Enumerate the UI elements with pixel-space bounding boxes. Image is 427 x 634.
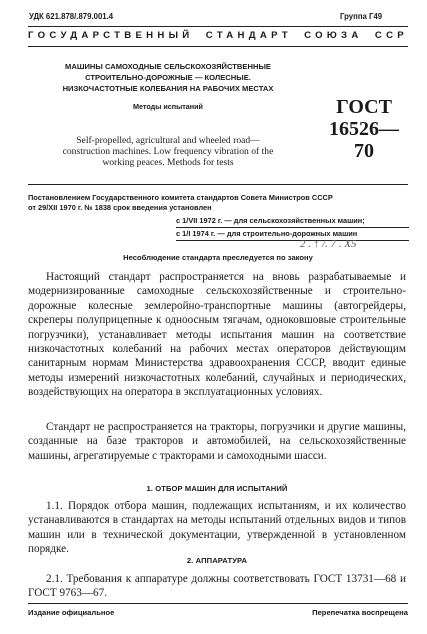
paragraph-scope: Настоящий стандарт распространяется на вновь разрабатываемые и модернизированные самоходные сельскохозяйственные и строительно-дорожные колесные землеройно-транспортные машины (автогрейдеры, скреперы полуприцепные к одноосным тягачам, одноковшовые строительные погрузчики), устанавливает методы испытания машин на соответствие низкочастотных колебаний на рабочих местах операторов действующим санитарным нормам Министерства здравоохранения СССР, вводит единые методы измерений низкочастотных колебаний, случайных и периодических, воздействующих на оператора в эксплуатационных условиях.	[28, 271, 406, 399]
title-ru-line3: НИЗКОЧАСТОТНЫЕ КОЛЕБАНИЯ НА РАБОЧИХ МЕСТАХ	[62, 84, 274, 93]
title-block	[28, 61, 308, 112]
intro-paragraph	[28, 270, 406, 400]
title-en-block	[28, 135, 308, 168]
decree-line1: Постановлением Государственного комитета стандартов Совета Министров СССР	[28, 193, 333, 202]
title-en-line2: construction machines. Low frequency vibration of the	[62, 146, 274, 157]
title-ru-line1: МАШИНЫ САМОХОДНЫЕ СЕЛЬСКОХОЗЯЙСТВЕННЫЕ	[65, 62, 271, 71]
title-rule	[28, 184, 408, 185]
section1-heading: 1. ОТБОР МАШИН ДЛЯ ИСПЫТАНИЙ	[146, 484, 288, 493]
effective-date-agri: с 1/VII 1972 г. — для сельскохозяйственных машин;	[176, 216, 365, 225]
gost-number: 16526—70	[329, 118, 399, 162]
footer-rule	[28, 603, 408, 604]
date-rule-2	[176, 240, 409, 241]
footer-official-edition: Издание официальное	[28, 608, 115, 617]
header-rule-top	[28, 26, 408, 27]
clause-2-1: 2.1. Требования к аппаратуре должны соответствовать ГОСТ 13731—68 и ГОСТ 9763—67.	[28, 573, 406, 600]
section1-body	[28, 499, 406, 557]
clause-1-1: 1.1. Порядок отбора машин, подлежащих испытаниям, и их количество устанавливаются в стандартах на методы испытаний отдельных видов и типов машин или в технической документации, утвержденной в установленном порядке.	[28, 500, 406, 556]
handwritten-annotation: 2 . ↑ /. 7 . Х5	[300, 238, 357, 250]
group-code: Группа Г49	[340, 12, 383, 21]
gost-label: ГОСТ	[336, 96, 392, 118]
exclusion-paragraph	[28, 420, 406, 463]
paragraph-exclusions: Стандарт не распространяется на тракторы, погрузчики и другие машины, созданные на базе тракторов и автомобилей, на сельскохозяйственные машины, агрегатируемые с тракторами и самоходными шасси.	[28, 421, 406, 462]
gost-block	[320, 96, 408, 162]
standard-title: ГОСУДАРСТВЕННЫЙ СТАНДАРТ СОЮЗА ССР	[28, 30, 408, 41]
udk-code: УДК 621.878/.879.001.4	[29, 12, 114, 21]
law-notice: Несоблюдение стандарта преследуется по закону	[123, 253, 313, 262]
decree-block	[28, 193, 408, 213]
decree-line2: от 29/XII 1970 г. № 1838 срок введения установлен	[28, 203, 212, 212]
footer-reprint-notice: Перепечатка воспрещена	[312, 608, 408, 617]
section2-heading: 2. АППАРАТУРА	[186, 556, 248, 565]
methods-title: Методы испытаний	[133, 102, 203, 111]
header-rule-bottom	[28, 46, 408, 47]
title-en-line3: working peaces. Methods for tests	[102, 157, 234, 168]
date-rule-1	[176, 227, 409, 228]
title-ru-line2: СТРОИТЕЛЬНО-ДОРОЖНЫЕ — КОЛЕСНЫЕ.	[85, 73, 251, 82]
section2-body	[28, 572, 406, 601]
effective-date-road: с 1/I 1974 г. — для строительно-дорожных машин	[176, 229, 358, 238]
title-en-line1: Self-propelled, agricultural and wheeled road—	[76, 135, 260, 146]
